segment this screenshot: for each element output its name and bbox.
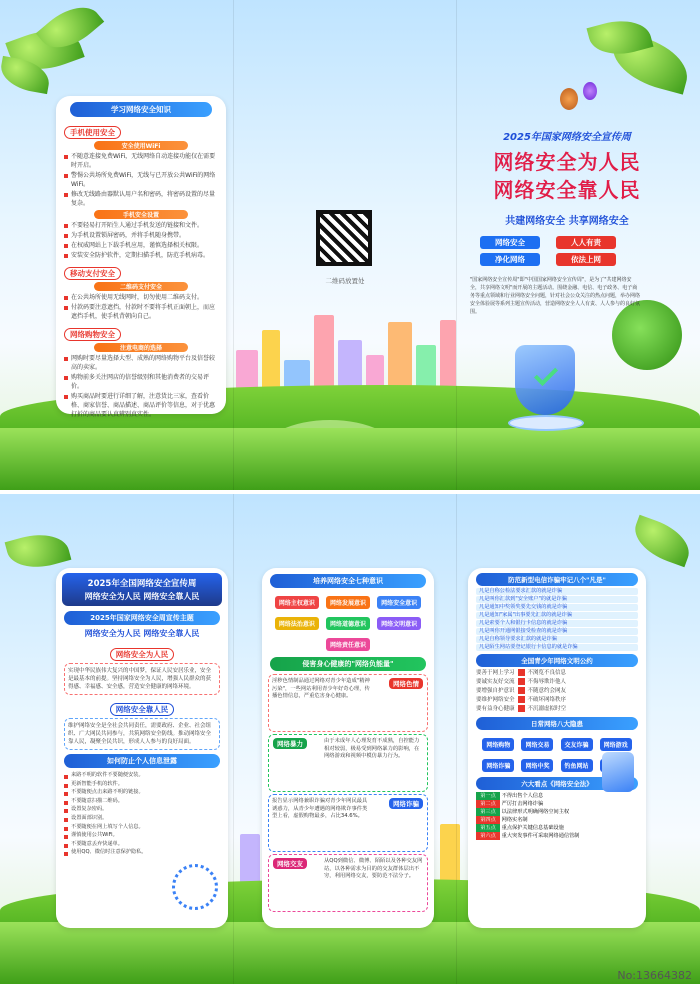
- pact-row: [476, 696, 638, 705]
- fanshi-item: 凡是通知"家属"出事要先汇款的就是诈骗: [476, 612, 638, 619]
- risk-label: 网络暴力: [273, 738, 307, 749]
- safety-knowledge-card: [56, 96, 226, 418]
- list-item: 不要随便在网上填写个人信息。: [64, 824, 164, 832]
- x-icon: [518, 696, 525, 703]
- section-bar: 注意电商的选择: [94, 343, 188, 352]
- list-item: 不要随便点击来路不明的链接。: [64, 789, 164, 797]
- law-point-text: 以法律形式明确网络空间主权: [501, 809, 570, 815]
- risk-text: 从QQ到微信、微博、陌陌以及各种交友网站，以各种需求为目的的交友群体层出不穷，利用网络交友，要防范不法分子。: [324, 858, 423, 880]
- law-point-label: 第四点: [476, 816, 500, 824]
- negative-energy-bar: 侵害身心健康的"网络负能量": [270, 657, 426, 671]
- law-point-label: 第一点: [476, 792, 500, 800]
- section-tag: 手机使用安全: [64, 126, 121, 139]
- pact-row: [476, 705, 638, 714]
- slogan-button: 网络安全: [480, 236, 540, 249]
- qr-code-placeholder: [316, 210, 372, 266]
- watermark-id: No:13664382: [617, 969, 692, 982]
- pact-no: 不随意约会网友: [527, 688, 567, 694]
- awareness-tag: 网络责任意识: [326, 638, 370, 651]
- law-point: [476, 800, 638, 808]
- list-item: 修改无线路由器默认用户名和密码，将密码设置的尽量复杂。: [64, 190, 218, 208]
- fraud-prevention-card: [468, 568, 646, 928]
- pact-row: [476, 669, 638, 678]
- list-item: 不要轻易打开陌生人通过手机发送的链接和文件。: [64, 221, 218, 230]
- theme-card: [56, 568, 228, 928]
- pact-bar: 全国青少年网络文明公约: [476, 654, 638, 667]
- risk-text: 由于未成年人心理发育不成熟，自控能力相对较弱，极易受到网络暴力的影响，在网络游戏和视频中模仿暴力行为。: [324, 738, 420, 760]
- theme-tag: 网络安全靠人民: [110, 703, 175, 716]
- list-item: 不要随意丢弃快递单。: [64, 841, 164, 849]
- risk-label: 网络色情: [389, 678, 423, 689]
- risk-tag: 网络游戏: [600, 738, 632, 751]
- law-point: [476, 816, 638, 824]
- risk-tag: 网络购物: [482, 738, 514, 751]
- list-item: 付款码要注意遮挡，付款时不要将手机正面朝上，而应遮挡手机，使手机背朝向自己。: [64, 303, 218, 321]
- risk-label: 网络诈骗: [389, 798, 423, 809]
- pact-no: 不侮辱欺诈他人: [527, 679, 567, 685]
- law-point-label: 第三点: [476, 808, 500, 816]
- risk-tag: 网络诈骗: [482, 759, 514, 772]
- law-point: [476, 792, 638, 800]
- x-icon: [518, 678, 525, 685]
- law-point: [476, 832, 638, 840]
- section-bar: 手机安全设置: [94, 210, 188, 219]
- law-point-text: 严厉打击网络诈骗: [501, 801, 544, 807]
- law-point: [476, 824, 638, 832]
- theme-bar: 2025年国家网络安全周宣传主题: [64, 611, 220, 625]
- list-item: 不要随意扫描二维码。: [64, 798, 164, 806]
- protect-bar: 如何防止个人信息泄露: [64, 754, 220, 768]
- fanshi-item: 凡是叫你汇款到"安全账户"的就是诈骗: [476, 596, 638, 603]
- list-item: 谨慎使用公共WiFi。: [64, 832, 164, 840]
- cover-subtitle: 共建网络安全 共享网络安全: [505, 216, 629, 227]
- cover-year-title: 2025年国家网络安全宣传周: [503, 132, 631, 143]
- list-item: 安装安全防护软件，定期扫描手机，防范手机病毒。: [64, 251, 218, 260]
- law-point: [476, 808, 638, 816]
- awareness-bar: 培养网络安全七种意识: [270, 574, 426, 588]
- law-point-label: 第五点: [476, 824, 500, 832]
- theme-text: 维护网络安全是全社会共同责任，需要政府、企业、社会组织、广大网民共同参与，共筑网络安全防线。推动网络安全靠人民，凝聚全民共识，形成人人参与的良好局面。: [64, 718, 220, 750]
- law-point-text: 重点保护关键信息基础设施: [501, 825, 564, 831]
- risk-text: 报告显示网络兼职诈骗对青少年网民最具诱惑力，从青少年遭遇的网络欺诈事件类型上看，虚假购物最多，占比34.6%。: [272, 798, 368, 820]
- risk-tag: 网络交易: [521, 738, 553, 751]
- section-bar: 安全使用WiFi: [94, 141, 188, 150]
- awareness-card: [262, 568, 434, 928]
- phone-lock-icon: [602, 752, 634, 792]
- law-point-text: 不得出售个人信息: [501, 793, 544, 799]
- list-item: 网购时要尽量选择大型、成熟的网络购物平台及信誉较高的卖家。: [64, 354, 218, 372]
- awareness-tag: 网络主权意识: [275, 596, 319, 609]
- awareness-tag: 网络法治意识: [275, 617, 319, 630]
- risk-tag: 钓鱼网站: [561, 759, 593, 772]
- banner-title: 2025年全国网络安全宣传周: [87, 579, 197, 589]
- section-bar: 二维码支付安全: [94, 282, 188, 291]
- fanshi-item: 凡是索要个人和银行卡信息的就是诈骗: [476, 620, 638, 627]
- banner-subtitle: 网络安全为人民 网络安全靠人民: [84, 592, 200, 601]
- list-item: 设置面部识别。: [64, 815, 164, 823]
- fanshi-item: 凡是叫你开通网银接受检查的就是诈骗: [476, 628, 638, 635]
- list-item: 不随意连接免费WiFi，无线网络自动连接功能仅在需要时开启。: [64, 152, 218, 170]
- list-item: 在权威网站上下载手机应用，谨慎选择相关权限。: [64, 241, 218, 250]
- law-point-label: 第二点: [476, 800, 500, 808]
- pedestal-decoration: [508, 415, 584, 431]
- list-item: 来路不明的软件不要随便安装。: [64, 772, 164, 780]
- risk-tag: 交友诈骗: [561, 738, 593, 751]
- pact-no: 不破坏网络秩序: [527, 697, 567, 703]
- pact-yes: 要增强自护意识: [476, 688, 515, 694]
- risk-text: 淫秽色情制品通过网络对青少年造成"精神污染"，一些网站利用青少年好奇心理，传播色情信息，严重危害身心健康。: [272, 678, 370, 700]
- fanshi-item: 凡是自称公检法要求汇款的就是诈骗: [476, 588, 638, 595]
- awareness-tag: 网络发展意识: [326, 596, 370, 609]
- law-point-text: 网络实名制: [501, 817, 528, 823]
- pact-yes: 要维护网络安全: [476, 697, 515, 703]
- fanshi-bar: 防范新型电信诈骗牢记八个"凡是": [476, 573, 638, 586]
- risks-bar: 日常网络八大隐患: [476, 717, 638, 730]
- panel-header: 学习网络安全知识: [70, 102, 212, 117]
- law-point-label: 第六点: [476, 832, 500, 840]
- awareness-tag: 网络安全意识: [377, 596, 421, 609]
- grass-decoration: [0, 922, 700, 984]
- x-icon: [518, 705, 525, 712]
- law-bar: 六大看点《网络安全法》: [476, 777, 638, 790]
- cover-title-1: 网络安全为人民: [493, 150, 641, 174]
- fanshi-item: 凡是陌生网站要登记银行卡信息的就是诈骗: [476, 644, 638, 651]
- slogan-button: 净化网络: [480, 253, 540, 266]
- list-item: 设置复杂密码。: [64, 806, 164, 814]
- theme-text: 实现中华民族伟大复兴的中国梦，保证人民安居乐业，安全是最基本的前提。坚持网络安全为人民，增强人民群众的获得感、幸福感、安全感，营造安全健康的网络环境。: [64, 663, 220, 695]
- section-tag: 移动支付安全: [64, 267, 121, 280]
- list-item: 购买商品时要进行详细了解，注意货比三家，查看价格、商家信誉、商品描述、商品评价等信息，对于优惠打折的商品要认真辨别真实性。: [64, 392, 218, 419]
- pact-yes: 要诚实友好交流: [476, 679, 515, 685]
- grass-decoration: [0, 428, 700, 490]
- pact-row: [476, 687, 638, 696]
- section-tag: 网络购物安全: [64, 328, 121, 341]
- x-icon: [518, 687, 525, 694]
- law-point-text: 重大突发事件可采取网络通信管制: [501, 833, 580, 839]
- list-item: 购物前多关注网店的信誉级别和其他消费者的交易评价。: [64, 373, 218, 391]
- list-item: 更新智能手机的软件。: [64, 781, 164, 789]
- risk-label: 网络交友: [273, 858, 307, 869]
- network-tree-icon: [172, 864, 218, 910]
- fanshi-item: 凡是通知中奖领奖要先交钱的就是诈骗: [476, 604, 638, 611]
- brochure-inside-sheet: [0, 494, 700, 984]
- cover-title-2: 网络安全靠人民: [493, 178, 641, 202]
- list-item: 警惕公共场所免费WiFi，无线与已开放公共WiFi的网络WiFi。: [64, 171, 218, 189]
- brochure-outside-sheet: [0, 0, 700, 490]
- pact-no: 不沉溺虚拟时空: [527, 706, 567, 712]
- pact-yes: 要善于网上学习: [476, 670, 515, 676]
- pact-yes: 要有益身心健康: [476, 706, 515, 712]
- hot-air-balloon-icon: [560, 88, 578, 110]
- cover-description: "国家网络安全宣传周"即"中国国家网络安全宣传周"，是为了"共建网络安全，共享网络文明"而开展的主题活动。围绕金融、电信、电子政务、电子商务等重点领域和行业网络安全问题，针对社会公众关注的热点问题，举办网络安全体验展等系列主题宣传活动，营造网络安全人人有责、人人参与的良好氛围。: [470, 277, 641, 315]
- list-item: 在公共场所使用无线网时，切勿使用二维码支付。: [64, 293, 218, 302]
- qr-caption: 二维码放置处: [325, 277, 365, 285]
- x-icon: [518, 669, 525, 676]
- list-item: 为手机设置锁屏密码，并将手机随身携带。: [64, 231, 218, 240]
- pact-no: 不浏览不良信息: [527, 670, 567, 676]
- hot-air-balloon-icon: [583, 82, 597, 100]
- awareness-tag: 网络道德意识: [326, 617, 370, 630]
- list-item: 使用QQ、微信时注意保护隐私。: [64, 849, 164, 857]
- pact-row: [476, 678, 638, 687]
- theme-line: 网络安全为人民 网络安全靠人民: [84, 629, 200, 638]
- theme-tag: 网络安全为人民: [110, 648, 175, 661]
- slogan-button: 依法上网: [556, 253, 616, 266]
- risk-tag: 网络中奖: [521, 759, 553, 772]
- fanshi-item: 凡是自称领导要求汇款的就是诈骗: [476, 636, 638, 643]
- awareness-tag: 网络文明意识: [377, 617, 421, 630]
- slogan-button: 人人有责: [556, 236, 616, 249]
